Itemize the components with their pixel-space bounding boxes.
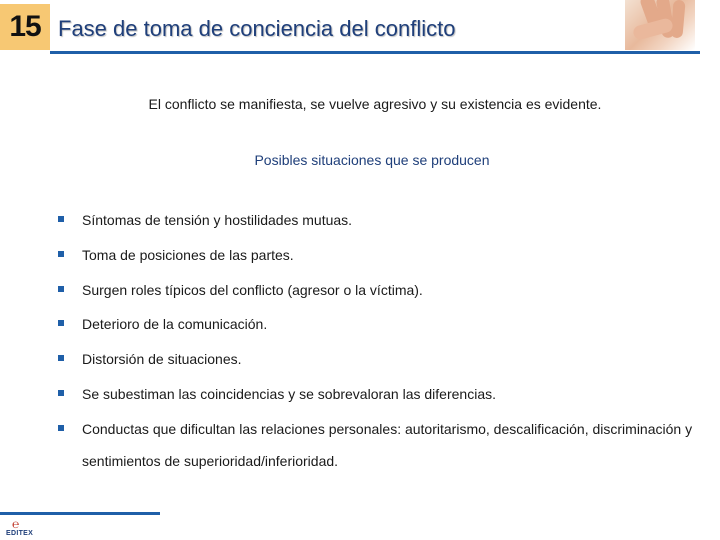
bullet-square-icon (58, 320, 64, 326)
header-divider (50, 51, 700, 54)
list-item (58, 280, 698, 300)
situations-list (58, 210, 698, 492)
slide-title: Fase de toma de conciencia del conflicto (58, 16, 456, 41)
footer-divider (0, 512, 160, 515)
editex-logo (4, 518, 44, 538)
list-item-text: Toma de posiciones de las partes. (82, 246, 294, 263)
list-item (58, 314, 698, 334)
editex-logo-text: EDITEX (6, 530, 34, 537)
bullet-square-icon (58, 390, 64, 396)
list-item (58, 245, 698, 265)
section-subtitle: Posibles situaciones que se producen (254, 152, 490, 168)
intro-text: El conflicto se manifiesta, se vuelve agresivo y su existencia es evidente. (148, 96, 602, 112)
list-item-text: Síntomas de tensión y hostilidades mutuas. (82, 212, 353, 228)
bullet-square-icon (58, 286, 64, 292)
list-item-text: Conductas que dificultan las relaciones personales: autoritarismo, descalificación, discriminación y sentimientos de superioridad/inferioridad. (82, 420, 693, 469)
list-item (58, 210, 698, 230)
list-item (58, 349, 698, 369)
list-item (58, 384, 698, 404)
list-item-text: Deterioro de la comunicación. (82, 316, 268, 333)
bullet-square-icon (58, 355, 64, 361)
list-item-text: Surgen roles típicos del conflicto (agresor o la víctima). (82, 281, 423, 298)
bullet-square-icon (58, 216, 64, 222)
list-item (58, 413, 698, 477)
list-item-text: Se subestiman las coincidencias y se sobrevaloran las diferencias. (82, 385, 496, 402)
editex-logo-mark-icon: ℮ (12, 517, 20, 531)
bullet-square-icon (58, 251, 64, 257)
list-item-text: Distorsión de situaciones. (82, 351, 242, 368)
bullet-square-icon (58, 425, 64, 431)
hands-photo-image (625, 0, 695, 50)
slide-header (0, 0, 720, 56)
chapter-number-badge: 15 (0, 4, 50, 50)
